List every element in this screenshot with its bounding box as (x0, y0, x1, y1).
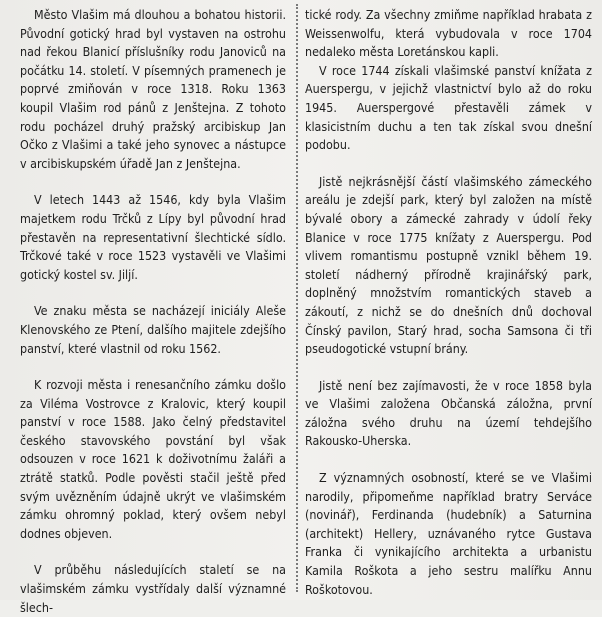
paragraph-trcka-family: V letech 1443 až 1546, kdy byla Vlašim majetkem rodu Trčků z Lípy byl původní hrad přestavěn na representativní šlechtické sídlo. Trčkové také v roce 1523 vystavěli ve Vlašimi gotický kostel sv. Jiljí. (20, 192, 286, 282)
paragraph-weissenwolf: tické rody. Za všechny zmiňme například hrabata z Weissenwolfu, která vybudovala v roce 1704 nedaleko města Loretánskou kapli. (305, 7, 592, 60)
left-column (20, 6, 286, 617)
paragraph-notable-people: Z významných osobností, které se ve Vlašimi narodily, připomeňme například bratry Serváce (novinář), Ferdinanda (hudebník) a Saturnina (architekt) Hellery, uznávaného rytce Gustava Franka či vynikajícího architekta a urbanistu Kamila Roškota a jeho sestru malířku Annu Roškotovou. (305, 470, 592, 597)
paragraph-chateau-park: Jistě nejkrásnější částí vlašimského zámeckého areálu je zdejší park, který byl založen na místě bývalé obory a zámecké zahrady v údolí řeky Blanice v roce 1775 knížaty z Auerspergu. Pod vlivem romantismu postupně vznikl během 19. století nádherný přírodně krajinářský park, doplněný množstvím romantických staveb a zákoutí, z nichž se do dnešních dnů dochoval Čínský pavilon, Starý hrad, socha Samsona či tři pseudogotické vstupní brány. (305, 173, 592, 357)
paragraph-following-centuries: V průběhu následujících staletí se na vlašimském zámku vystřídaly další významné šlech- (20, 562, 286, 615)
column-divider (296, 4, 298, 592)
paragraph-savings-bank: Jistě není bez zajímavosti, že v roce 1858 byla ve Vlašimi založena Občanská záložna, první záložna svého druhu na území tehdejšího Rakousko-Uherska. (305, 377, 592, 449)
paragraph-history-intro: Město Vlašim má dlouhou a bohatou historii. Původní gotický hrad byl vystaven na ostrohu nad řekou Blanicí příslušníky rodu Janoviců na počátku 14. století. V písemných pramenech je poprvé zmiňován v roce 1318. Roku 1363 koupil Vlašim rod pánů z Jenštejna. Z tohoto rodu pocházel druhý pražský arcibiskup Jan Očko z Vlašimi a také jeho synovec a nástupce v arcibiskupském úřadě Jan z Jenštejna. (20, 7, 286, 171)
paragraph-auersperg: V roce 1744 získali vlašimské panství knížata z Auerspergu, v jejichž vlastnictví bylo až do roku 1945. Auerspergové přestavěli zámek v klasicistním duchu a ten tak získal svou dnešní podobu. (305, 62, 592, 153)
right-column (305, 6, 592, 599)
paragraph-renaissance-chateau: K rozvoji města i renesančního zámku došlo za Viléma Vostrovce z Kralovic, který koupil panství v roce 1588. Jako čelný představitel českého stavovského povstání byl však odsouzen v roce 1621 k doživotnímu žaláři a ztrátě statků. Podle pověsti stačil ještě před svým uvězněním údajně ukrýt ve vlašimském zámku ohromný poklad, který ovšem nebyl dodnes objeven. (20, 377, 286, 541)
paragraph-coat-of-arms: Ve znaku města se nacházejí iniciály Aleše Klenovského ze Ptení, dalšího majitele zdejšího panství, které vlastnil od roku 1562. (20, 303, 286, 356)
